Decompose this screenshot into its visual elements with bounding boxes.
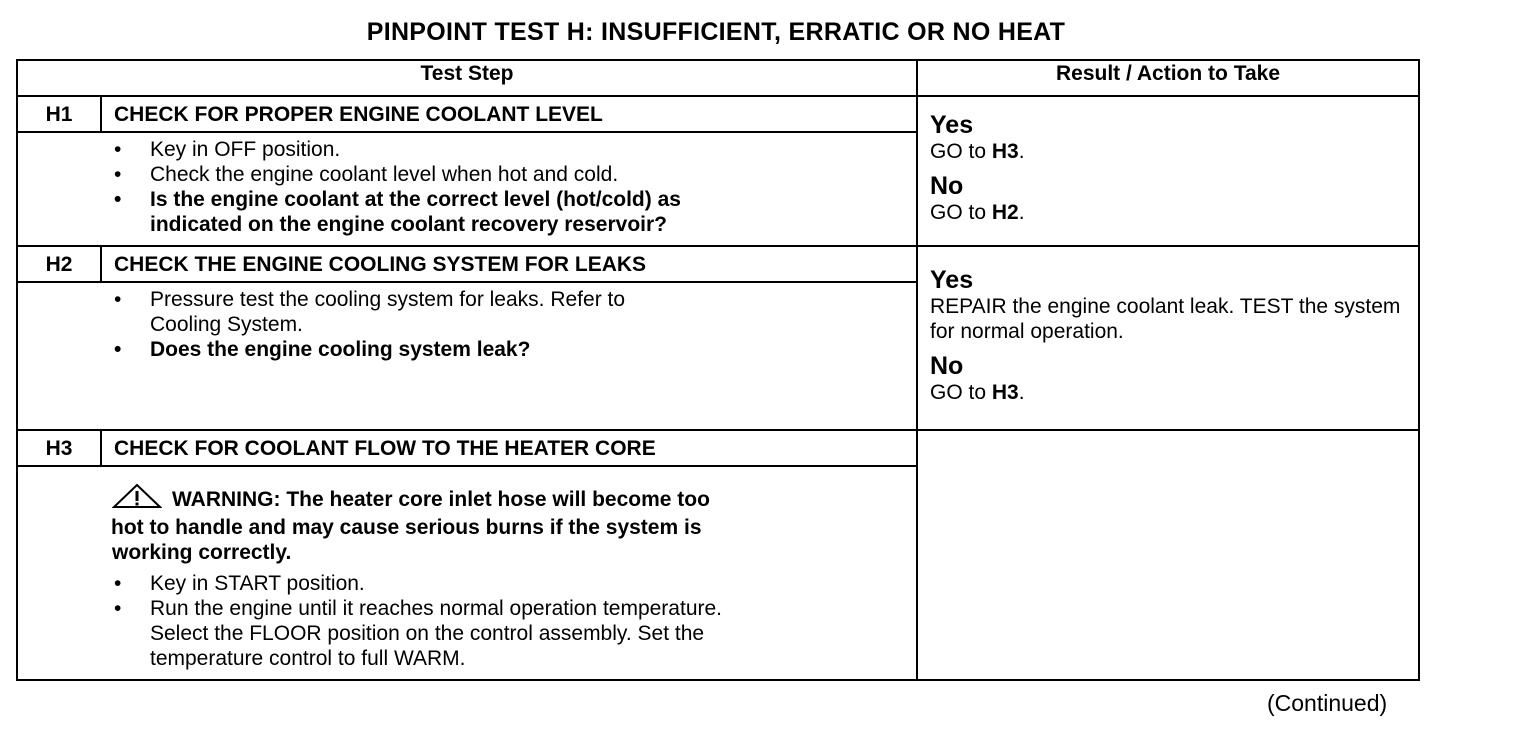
- pinpoint-test-table: [16, 59, 1420, 681]
- list-item: • Pressure test the cooling system for leaks. Refer to Cooling System.: [114, 287, 896, 337]
- yes-label: Yes: [930, 111, 974, 139]
- continued-label: (Continued): [1267, 690, 1388, 716]
- warning-text: WARNING: The heater core inlet hose will become too hot to handle and may cause serious burns if the system is working correctly.: [112, 483, 856, 565]
- page-title: PINPOINT TEST H: INSUFFICIENT, ERRATIC OR NO HEAT: [366, 18, 1066, 46]
- step-id: H1: [17, 96, 101, 132]
- step-h2-result: [917, 246, 1419, 430]
- step-title: CHECK THE ENGINE COOLING SYSTEM FOR LEAKS: [101, 246, 917, 282]
- step-h1-result: [917, 96, 1419, 246]
- step-title: CHECK FOR PROPER ENGINE COOLANT LEVEL: [101, 96, 917, 132]
- step-h1-title-row: [17, 96, 1419, 132]
- step-h3-result: [917, 430, 1419, 680]
- table-header-row: [17, 60, 1419, 96]
- no-action: GO to H2.: [930, 201, 1025, 224]
- list-item: • Key in OFF position.: [114, 137, 896, 162]
- goto-link: H2: [991, 201, 1019, 224]
- no-label: No: [930, 351, 964, 380]
- warning-triangle-icon: [112, 483, 162, 515]
- step-h2-body: [17, 282, 917, 430]
- column-header-test-step: Test Step: [17, 60, 917, 96]
- list-item: • Run the engine until it reaches normal operation temperature. Select the FLOOR position on the control assembly. Set the temperature control to full WARM.: [114, 596, 856, 671]
- list-item: • Key in START position.: [114, 571, 856, 596]
- step-h2-title-row: [17, 246, 1419, 282]
- step-h1-body: [17, 132, 917, 246]
- no-action: GO to H3.: [930, 380, 1025, 404]
- no-label: No: [930, 172, 964, 200]
- step-h3-body: [17, 466, 917, 680]
- list-item: • Does the engine cooling system leak?: [114, 337, 896, 362]
- column-header-result: Result / Action to Take: [917, 60, 1419, 96]
- list-item: • Check the engine coolant level when hot and cold.: [114, 162, 896, 187]
- goto-link: H3: [991, 380, 1019, 404]
- yes-action: REPAIR the engine coolant leak. TEST the system for normal operation.: [930, 294, 1401, 343]
- step-title: CHECK FOR COOLANT FLOW TO THE HEATER CORE: [101, 430, 917, 466]
- step-id: H2: [17, 246, 101, 282]
- yes-label: Yes: [930, 265, 974, 294]
- step-h3-title-row: [17, 430, 1419, 466]
- goto-link: H3: [991, 140, 1019, 163]
- yes-action: GO to H3.: [930, 140, 1025, 163]
- list-item: • Is the engine coolant at the correct level (hot/cold) as indicated on the engine coolant recovery reservoir?: [114, 187, 896, 237]
- step-id: H3: [17, 430, 101, 466]
